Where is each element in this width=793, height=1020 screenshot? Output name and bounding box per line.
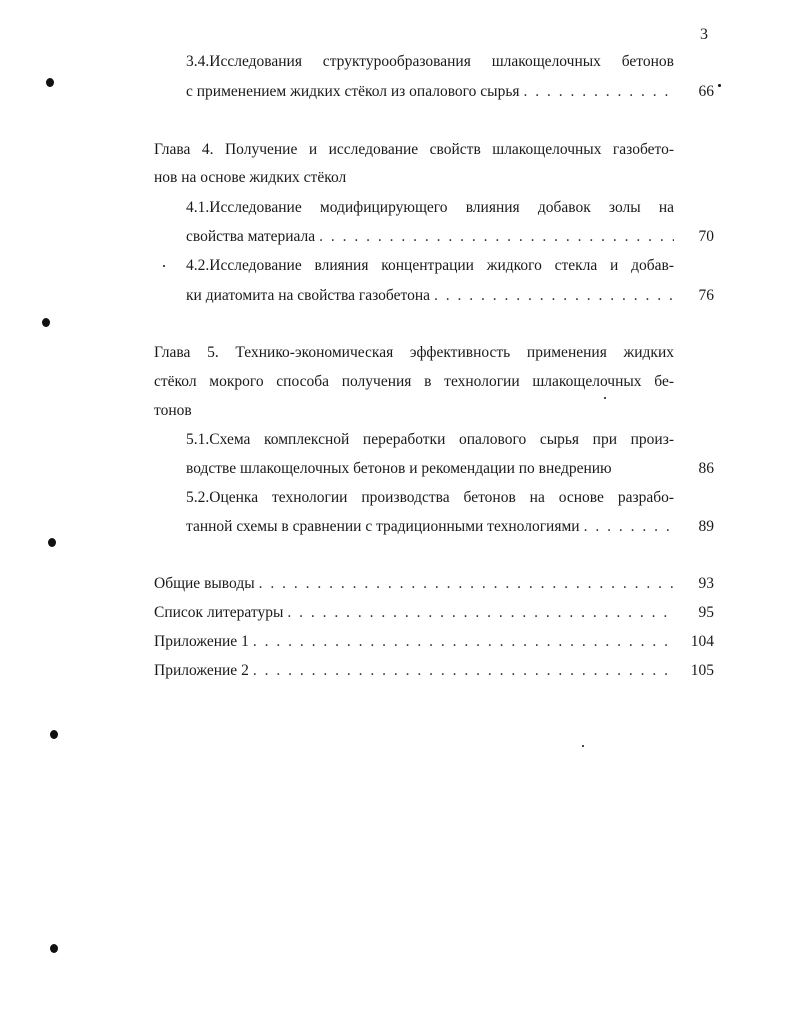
toc-entry-5-2-line2: [186, 517, 674, 537]
chapter-5-heading-line2: стёкол мокрого способа получения в технологии шлакощелочных бе-: [154, 373, 674, 390]
toc-entry-conclusions-page: 93: [698, 575, 714, 592]
toc-entry-4-2-page: 76: [698, 287, 714, 304]
toc-entry-5-1-line1: 5.1.Схема комплексной переработки опалового сырья при произ-: [186, 431, 674, 448]
scan-speck: [718, 84, 721, 87]
dot-leader: [287, 603, 674, 623]
toc-entry-4-1-line1: 4.1.Исследование модифицирующего влияния добавок золы на: [186, 199, 674, 216]
toc-entry-5-2-line1: 5.2.Оценка технологии производства бетонов на основе разрабо-: [186, 489, 674, 506]
toc-entry-label: Приложение 2: [154, 662, 249, 679]
scan-speck: [48, 538, 56, 547]
dot-leader: [253, 661, 674, 681]
dot-leader: [253, 632, 674, 652]
toc-entry-3-4-page: 66: [698, 83, 714, 100]
toc-entry-5-1-line2: водстве шлакощелочных бетонов и рекомендации по внедрению: [186, 460, 612, 477]
scan-speck: [163, 265, 165, 267]
toc-entry-5-2-page: 89: [698, 518, 714, 535]
toc-entry-label: Приложение 1: [154, 633, 249, 650]
scan-speck: [46, 78, 54, 87]
toc-entry-3-4-line1: 3.4.Исследования структурообразования шлакощелочных бетонов: [186, 53, 674, 70]
toc-entry-label: Список литературы: [154, 604, 284, 621]
page-number: 3: [700, 26, 708, 43]
chapter-5-heading-line3: тонов: [154, 402, 192, 419]
toc-entry-references: [154, 603, 674, 623]
toc-entry-5-2-title: танной схемы в сравнении с традиционными технологиями: [186, 518, 580, 535]
scan-speck: [50, 730, 58, 739]
dot-leader: [524, 82, 674, 102]
scan-speck: [50, 944, 58, 953]
toc-entry-3-4-title: с применением жидких стёкол из опалового сырья: [186, 83, 520, 100]
chapter-5-heading-line1: Глава 5. Технико-экономическая эффективность применения жидких: [154, 344, 674, 361]
toc-entry-appendix-1-page: 104: [690, 633, 714, 650]
dot-leader: [319, 227, 674, 247]
chapter-4-heading-line2: нов на основе жидких стёкол: [154, 169, 347, 186]
toc-entry-references-page: 95: [698, 604, 714, 621]
toc-entry-5-1-page: 86: [698, 460, 714, 477]
toc-entry-label: Общие выводы: [154, 575, 255, 592]
toc-entry-appendix-2-page: 105: [690, 662, 714, 679]
dot-leader: [259, 574, 674, 594]
toc-entry-4-1-title: свойства материала: [186, 228, 316, 245]
toc-entry-4-2-line1: 4.2.Исследование влияния концентрации жидкого стекла и добав-: [186, 257, 674, 274]
toc-entry-3-4-line2: [186, 82, 674, 102]
dot-leader: [434, 286, 674, 306]
toc-entry-4-1-page: 70: [698, 228, 714, 245]
toc-entry-4-2-line2: [186, 286, 674, 306]
toc-entry-appendix-2: [154, 661, 674, 681]
toc-entry-appendix-1: [154, 632, 674, 652]
dot-leader: [584, 517, 674, 537]
toc-entry-4-1-line2: [186, 227, 674, 247]
scan-speck: [582, 745, 584, 747]
scan-speck: [42, 318, 50, 327]
toc-entry-4-2-title: ки диатомита на свойства газобетона: [186, 287, 430, 304]
chapter-4-heading-line1: Глава 4. Получение и исследование свойств шлакощелочных газобето-: [154, 141, 674, 158]
toc-entry-conclusions: [154, 574, 674, 594]
scan-speck: [604, 397, 606, 399]
